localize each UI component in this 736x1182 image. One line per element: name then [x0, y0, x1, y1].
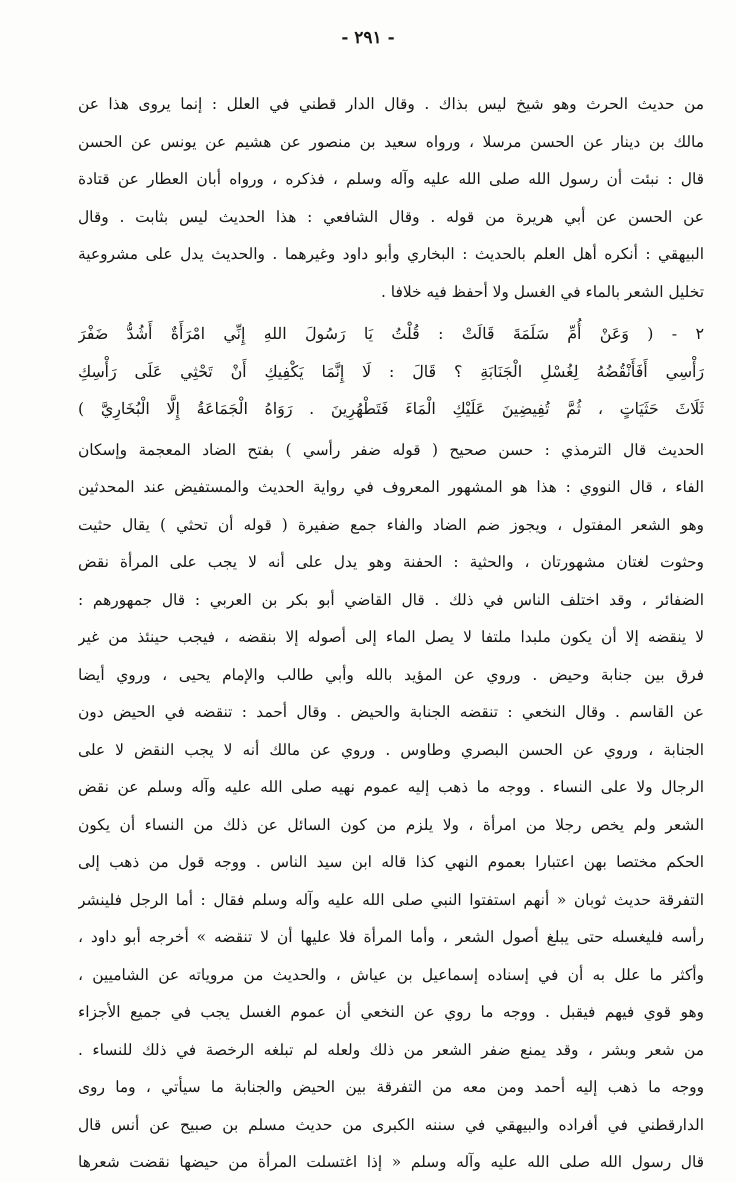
text-line: الحكم مختصا بهن اعتبارا بعموم النهي كذا قاله ابن سيد الناس . ووجه قول من ذهب إلى [78, 853, 704, 871]
text-line: الحديث قال الترمذي : حسن صحيح ( قوله ضفر رأسي ) بفتح الضاد المعجمة وإسكان [78, 440, 704, 459]
hadith-text-line: ثَلَاثَ حَثَيَاتٍ ، ثُمَّ تُفِيضِينَ عَلَيْكِ الْمَاءَ فَتَطْهُرِينَ . رَوَاهُ الْجَمَاعَةُ إِلَّا الْبُخَارِيَّ ) [78, 399, 704, 418]
text-line: قال رسول الله صلى الله عليه وآله وسلم « إذا اغتسلت المرأة من حيضها نقضت شعرها [78, 1153, 704, 1171]
text-line: قال : نبئت أن رسول الله صلى الله عليه وآله وسلم ، فذكره ، ورواه أبان العطار عن قتادة [78, 170, 704, 188]
text-line: عن الحسن عن أبي هريرة من قوله . وقال الشافعي : هذا الحديث ليس بثابت . وقال [78, 207, 704, 226]
text-line: تخليل الشعر بالماء في الغسل ولا أحفظ فيه خلافا . [381, 282, 704, 301]
hadith-text-line: ٢ - ( وَعَنْ أُمِّ سَلَمَةَ قَالَتْ : قُلْتُ يَا رَسُولَ اللهِ إِنِّي امْرَأَةٌ أَشُدُّ ضَفْرَ [78, 324, 704, 343]
text-line: وهو الشعر المفتول ، ويجوز ضم الضاد والفاء جمع ضفيرة ( قوله أن تحثي ) يقال حثيت [78, 515, 704, 534]
text-line: عن القاسم . وقال النخعي : تنقضه الجنابة والحيض . وقال أحمد : تنقضه في الحيض دون [78, 703, 704, 721]
text-line: الشعر ولم يخص رجلا من امرأة ، ولا يلزم من كون السائل عن ذلك من النساء أن يكون [78, 815, 704, 834]
text-line: وأكثر ما علل به أن في إسناده إسماعيل بن عياش ، والحديث من مروياته عن الشاميين ، [78, 965, 704, 984]
text-line: مالك بن دينار عن الحسن مرسلا ، ورواه سعيد بن منصور عن هشيم عن يونس عن الحسن [78, 132, 704, 151]
text-line: ووجه ما ذهب إليه أحمد ومن معه من التفرقة بين الحيض والجنابة ما سيأتي ، وما روى [78, 1078, 704, 1096]
text-line: رأسه فليغسله حتى يبلغ أصول الشعر ، وأما المرأة فلا عليها أن لا تنقضه » أخرجه أبو داود ، [78, 928, 704, 946]
hadith-text-line: رَأْسِي أَفَأَنْقُضُهُ لِغُسْلِ الْجَنَابَةِ ؟ قَالَ : لَا إِنَّمَا يَكْفِيكِ أَنْ تَحْثِي عَلَى رَأْسِكِ [78, 361, 704, 381]
text-line: وهو قوي فيهم فيقبل . ووجه ما روي عن النخعي أن عموم الغسل يجب في جميع الأجزاء [78, 1003, 704, 1021]
text-line: من شعر وبشر ، وقد يمنع ضفر الشعر من ذلك ولعله لم تبلغه الرخصة في ذلك للنساء . [78, 1040, 704, 1059]
text-line: وحثوت لغتان مشهورتان ، والحثية : الحفنة وهو يدل على أنه لا يجب على المرأة نقض [78, 553, 704, 571]
text-line: الدارقطني في أفراده والبيهقي في سننه الكبرى من حديث مسلم بن صبيح عن أنس قال [78, 1115, 704, 1134]
text-line: الضفائر ، وقد اختلف الناس في ذلك . قال القاضي أبو بكر بن العربي : قال جمهورهم : [78, 590, 704, 609]
page-number: - ٢٩١ - [341, 28, 395, 48]
text-line: فرق بين جنابة وحيض . وروي عن المؤيد بالله وأبي طالب والإمام يحيى ، وروي أيضا [78, 665, 704, 684]
text-line: لا ينقضه إلا أن يكون ملبدا ملتفا لا يصل الماء إلى أصوله إلا بنقضه ، فيجب حينئذ من غير [78, 628, 704, 646]
text-line: من حديث الحرث وهو شيخ ليس بذاك . وقال الدار قطني في العلل : إنما يروى هذا عن [78, 95, 704, 113]
page-text [78, 86, 704, 1182]
text-line: التفرقة حديث ثوبان « أنهم استفتوا النبي صلى الله عليه وآله وسلم فقال : أما الرجل فلينشر [78, 890, 704, 909]
text-line: الرجال ولا على النساء . ووجه ما ذهب إليه عموم نهيه صلى الله عليه وآله وسلم عن نقض [78, 778, 704, 796]
text-line: البيهقي : أنكره أهل العلم بالحديث : البخاري وأبو داود وغيرهما . والحديث يدل على مشروعية [78, 245, 704, 263]
text-line: الجنابة ، وروي عن الحسن البصري وطاوس . وروي عن مالك أنه لا يجب النقض لا على [78, 740, 704, 759]
text-line: الفاء ، قال النووي : هذا هو المشهور المعروف في رواية الحديث والمستفيض عند المحدثين [78, 478, 704, 496]
